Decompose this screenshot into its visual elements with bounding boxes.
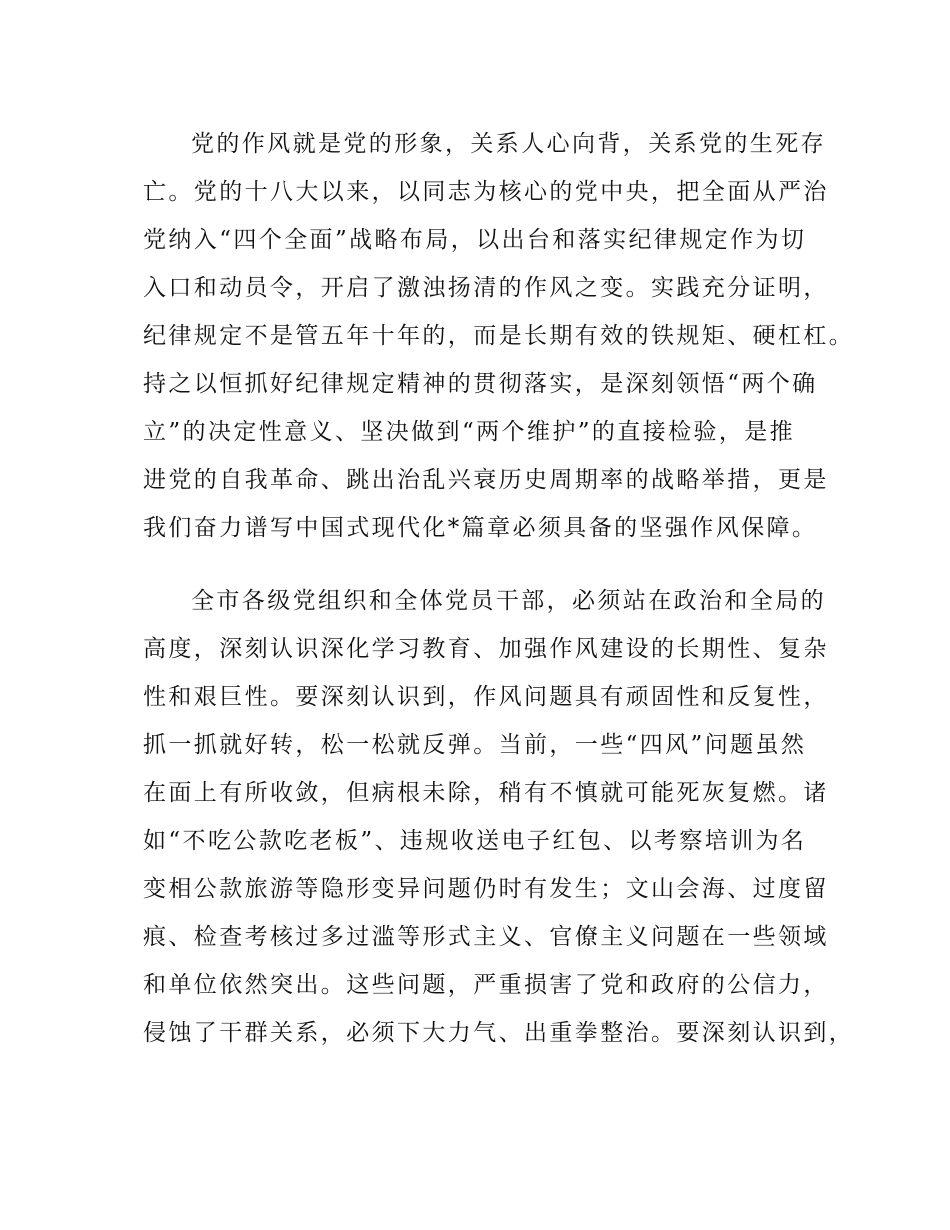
- paragraph-2-line-6: 如“不吃公款吃老板”、违规收送电子红包、以考察培训为名: [143, 828, 807, 854]
- paragraph-2-line-9: 和单位依然突出。这些问题，严重损害了党和政府的公信力，: [143, 972, 829, 998]
- paragraph-1-line-6: 持之以恒抓好纪律规定精神的贯彻落实，是深刻领悟“两个确: [143, 371, 818, 397]
- paragraph-1-line-9: 我们奋力谱写中国式现代化*篇章必须具备的坚强作风保障。: [143, 515, 818, 541]
- paragraph-2-line-3: 性和艰巨性。要深刻认识到，作风问题具有顽固性和反复性，: [143, 684, 829, 710]
- paragraph-1-line-2: 亡。党的十八大以来，以同志为核心的党中央，把全面从严治: [143, 179, 829, 205]
- paragraph-1-line-1: 党的作风就是党的形象，关系人心向背，关系党的生死存: [191, 131, 826, 157]
- paragraph-1-line-4: 入口和动员令，开启了激浊扬清的作风之变。实践充分证明，: [143, 275, 829, 301]
- paragraph-2-line-10: 侵蚀了干群关系，必须下大力气、出重拳整治。要深刻认识到，: [143, 1020, 855, 1046]
- paragraph-2-line-5: 在面上有所收敛，但病根未除，稍有不慎就可能死灰复燃。诸: [143, 780, 829, 806]
- paragraph-2-line-8: 痕、检查考核过多过滥等形式主义、官僚主义问题在一些领域: [143, 924, 829, 950]
- paragraph-1-line-8: 进党的自我革命、跳出治乱兴衰历史周期率的战略举措，更是: [143, 467, 829, 493]
- paragraph-2-line-1: 全市各级党组织和全体党员干部，必须站在政治和全局的: [191, 588, 826, 614]
- paragraph-1-line-3: 党纳入“四个全面”战略布局，以出台和落实纪律规定作为切: [143, 227, 807, 253]
- paragraph-1-line-5: 纪律规定不是管五年十年的，而是长期有效的铁规矩、硬杠杠。: [143, 323, 855, 349]
- paragraph-1-line-7: 立”的决定性意义、坚决做到“两个维护”的直接检验，是推: [143, 419, 796, 445]
- paragraph-2-line-7: 变相公款旅游等隐形变异问题仍时有发生；文山会海、过度留: [143, 876, 829, 902]
- paragraph-2-line-4: 抓一抓就好转，松一松就反弹。当前，一些“四风”问题虽然: [143, 732, 807, 758]
- paragraph-2-line-2: 高度，深刻认识深化学习教育、加强作风建设的长期性、复杂: [143, 636, 829, 662]
